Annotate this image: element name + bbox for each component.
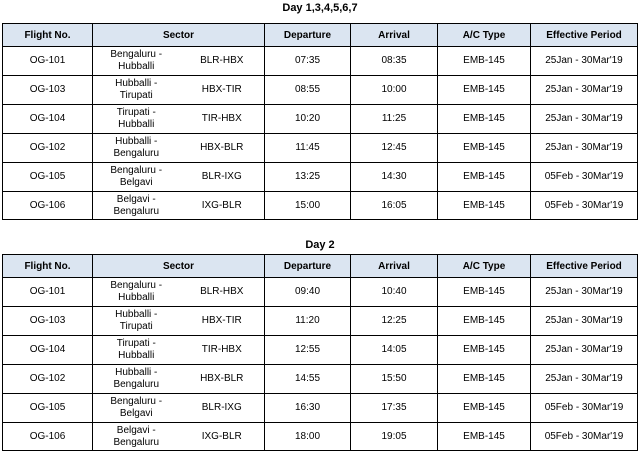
sector-destination: Hubballi [118, 350, 155, 361]
header-ac-type: A/C Type [438, 24, 531, 47]
aircraft-type-cell: EMB-145 [438, 134, 531, 163]
arrival-cell: 14:30 [351, 163, 438, 192]
departure-cell: 08:55 [265, 76, 351, 105]
aircraft-type-cell: EMB-145 [438, 423, 531, 451]
sector-code-cell: HBX-BLR [180, 134, 265, 163]
aircraft-type-cell: EMB-145 [438, 278, 531, 307]
sector-destination: Hubballi [118, 119, 155, 130]
sector-code-cell: TIR-HBX [180, 336, 265, 365]
flight-number-cell: OG-106 [3, 423, 93, 451]
header-effective-period: Effective Period [531, 255, 638, 278]
arrival-cell: 10:00 [351, 76, 438, 105]
aircraft-type-cell: EMB-145 [438, 394, 531, 423]
sector-cities-cell [93, 423, 180, 451]
sector-destination: Bengaluru [113, 148, 160, 159]
table-row [3, 423, 638, 451]
schedule-title-day-2: Day 2 [305, 239, 335, 251]
sector-code-cell: HBX-TIR [180, 307, 265, 336]
sector-destination: Belgavi [119, 177, 153, 188]
effective-period-cell: 25Jan - 30Mar'19 [531, 76, 638, 105]
sector-destination: Hubballi [118, 292, 155, 303]
aircraft-type-cell: EMB-145 [438, 192, 531, 220]
flight-number-cell: OG-106 [3, 192, 93, 220]
departure-cell: 11:45 [265, 134, 351, 163]
sector-origin: Bengaluru - [110, 165, 163, 176]
flight-number-cell: OG-101 [3, 278, 93, 307]
sector-cities-cell [93, 307, 180, 336]
arrival-cell: 19:05 [351, 423, 438, 451]
sector-cities-cell [93, 163, 180, 192]
sector-cities-cell [93, 105, 180, 134]
sector-cities-cell [93, 365, 180, 394]
sector-cities-cell [93, 192, 180, 220]
departure-cell: 16:30 [265, 394, 351, 423]
effective-period-cell: 25Jan - 30Mar'19 [531, 365, 638, 394]
aircraft-type-cell: EMB-145 [438, 105, 531, 134]
arrival-cell: 08:35 [351, 47, 438, 76]
header-sector: Sector [93, 24, 265, 47]
aircraft-type-cell: EMB-145 [438, 365, 531, 394]
flight-number-cell: OG-102 [3, 134, 93, 163]
effective-period-cell: 25Jan - 30Mar'19 [531, 278, 638, 307]
table-row [3, 336, 638, 365]
sector-destination: Bengaluru [113, 205, 160, 217]
effective-period-cell: 05Feb - 30Mar'19 [531, 394, 638, 423]
sector-cities-cell [93, 47, 180, 76]
header-flight-no: Flight No. [3, 24, 93, 47]
sector-destination: Tirupati [119, 90, 153, 101]
flight-schedule-table-2 [2, 254, 638, 451]
sector-origin: Hubballi - [115, 78, 158, 89]
table-row [3, 394, 638, 423]
effective-period-cell: 25Jan - 30Mar'19 [531, 47, 638, 76]
effective-period-cell: 25Jan - 30Mar'19 [531, 105, 638, 134]
aircraft-type-cell: EMB-145 [438, 47, 531, 76]
table-row [3, 134, 638, 163]
header-arrival: Arrival [351, 255, 438, 278]
departure-cell: 12:55 [265, 336, 351, 365]
sector-code-cell: IXG-BLR [180, 423, 265, 451]
header-departure: Departure [265, 24, 351, 47]
flight-number-cell: OG-103 [3, 76, 93, 105]
arrival-cell: 10:40 [351, 278, 438, 307]
departure-cell: 07:35 [265, 47, 351, 76]
arrival-cell: 12:25 [351, 307, 438, 336]
departure-cell: 10:20 [265, 105, 351, 134]
header-flight-no: Flight No. [3, 255, 93, 278]
sector-origin: Belgavi - [116, 424, 156, 436]
sector-code-cell: TIR-HBX [180, 105, 265, 134]
flight-number-cell: OG-101 [3, 47, 93, 76]
departure-cell: 18:00 [265, 423, 351, 451]
sector-code-cell: HBX-TIR [180, 76, 265, 105]
table-row [3, 365, 638, 394]
arrival-cell: 17:35 [351, 394, 438, 423]
departure-cell: 11:20 [265, 307, 351, 336]
sector-cities-cell [93, 278, 180, 307]
table-row [3, 278, 638, 307]
departure-cell: 14:55 [265, 365, 351, 394]
effective-period-cell: 25Jan - 30Mar'19 [531, 336, 638, 365]
header-departure: Departure [265, 255, 351, 278]
aircraft-type-cell: EMB-145 [438, 336, 531, 365]
effective-period-cell: 05Feb - 30Mar'19 [531, 163, 638, 192]
arrival-cell: 16:05 [351, 192, 438, 220]
arrival-cell: 11:25 [351, 105, 438, 134]
table-header-row [3, 24, 638, 47]
flight-number-cell: OG-105 [3, 163, 93, 192]
sector-destination: Bengaluru [113, 436, 160, 448]
sector-code-cell: BLR-HBX [180, 278, 265, 307]
sector-origin: Hubballi - [115, 367, 158, 378]
sector-code-cell: IXG-BLR [180, 192, 265, 220]
table-row [3, 76, 638, 105]
effective-period-cell: 05Feb - 30Mar'19 [531, 423, 638, 451]
sector-origin: Tirupati - [116, 338, 156, 349]
flight-schedule-table-1 [2, 23, 638, 220]
sector-origin: Tirupati - [116, 107, 156, 118]
flight-number-cell: OG-103 [3, 307, 93, 336]
sector-origin: Hubballi - [115, 309, 158, 320]
header-sector: Sector [93, 255, 265, 278]
sector-destination: Belgavi [119, 408, 153, 419]
sector-origin: Bengaluru - [110, 49, 163, 60]
aircraft-type-cell: EMB-145 [438, 163, 531, 192]
flight-number-cell: OG-102 [3, 365, 93, 394]
header-ac-type: A/C Type [438, 255, 531, 278]
arrival-cell: 14:05 [351, 336, 438, 365]
departure-cell: 13:25 [265, 163, 351, 192]
sector-origin: Hubballi - [115, 136, 158, 147]
sector-origin: Bengaluru - [110, 396, 163, 407]
arrival-cell: 15:50 [351, 365, 438, 394]
effective-period-cell: 25Jan - 30Mar'19 [531, 307, 638, 336]
sector-cities-cell [93, 336, 180, 365]
departure-cell: 09:40 [265, 278, 351, 307]
schedule-title-day-1-3-4-5-6-7: Day 1,3,4,5,6,7 [282, 2, 358, 14]
table-header-row [3, 255, 638, 278]
aircraft-type-cell: EMB-145 [438, 76, 531, 105]
sector-code-cell: HBX-BLR [180, 365, 265, 394]
effective-period-cell: 05Feb - 30Mar'19 [531, 192, 638, 220]
aircraft-type-cell: EMB-145 [438, 307, 531, 336]
table-row [3, 163, 638, 192]
sector-origin: Belgavi - [116, 193, 156, 205]
table-row [3, 307, 638, 336]
effective-period-cell: 25Jan - 30Mar'19 [531, 134, 638, 163]
sector-destination: Bengaluru [113, 379, 160, 390]
header-arrival: Arrival [351, 24, 438, 47]
sector-code-cell: BLR-IXG [180, 394, 265, 423]
sector-code-cell: BLR-HBX [180, 47, 265, 76]
sector-cities-cell [93, 134, 180, 163]
sector-destination: Tirupati [119, 321, 153, 332]
departure-cell: 15:00 [265, 192, 351, 220]
flight-number-cell: OG-104 [3, 336, 93, 365]
arrival-cell: 12:45 [351, 134, 438, 163]
sector-code-cell: BLR-IXG [180, 163, 265, 192]
flight-number-cell: OG-104 [3, 105, 93, 134]
sector-cities-cell [93, 394, 180, 423]
sector-destination: Hubballi [118, 61, 155, 72]
header-effective-period: Effective Period [531, 24, 638, 47]
sector-cities-cell [93, 76, 180, 105]
flight-number-cell: OG-105 [3, 394, 93, 423]
table-row [3, 105, 638, 134]
sector-origin: Bengaluru - [110, 280, 163, 291]
table-row [3, 47, 638, 76]
table-row [3, 192, 638, 220]
